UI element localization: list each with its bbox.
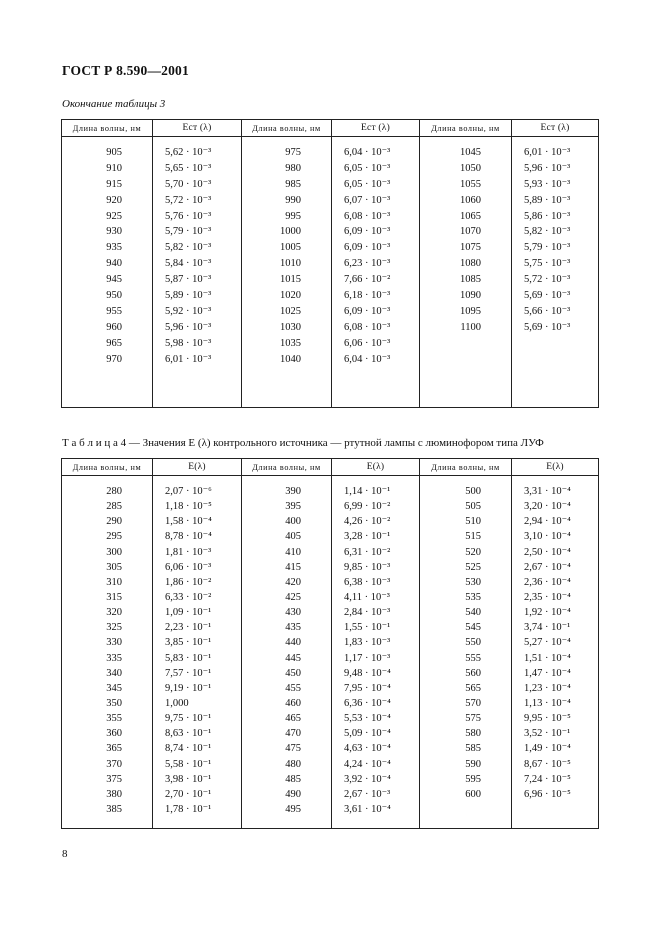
table-cell: 7,66 · 10⁻² xyxy=(344,274,391,286)
table-cell: 970 xyxy=(106,353,122,365)
table-cell: 445 xyxy=(285,652,301,664)
table-cell: 5,09 · 10⁻⁴ xyxy=(344,728,391,740)
table3-column-value-3 xyxy=(512,137,599,408)
table-cell: 545 xyxy=(465,622,481,634)
table-cell: 1,14 · 10⁻¹ xyxy=(344,486,391,497)
table-cell: 9,95 · 10⁻⁵ xyxy=(524,713,571,725)
table-cell: 2,94 · 10⁻⁴ xyxy=(524,516,571,528)
table3-caption: Окончание таблицы 3 xyxy=(62,98,166,110)
table-cell: 5,79 · 10⁻³ xyxy=(524,242,571,254)
table-cell: 8,63 · 10⁻¹ xyxy=(165,728,212,740)
table-cell: 3,61 · 10⁻⁴ xyxy=(344,803,391,815)
table-cell: 520 xyxy=(465,546,481,558)
table3-column-value-2 xyxy=(332,137,420,408)
table-cell: 5,70 · 10⁻³ xyxy=(165,178,212,190)
table-3 xyxy=(61,119,599,408)
table-cell: 5,76 · 10⁻³ xyxy=(165,210,212,222)
table-cell: 3,20 · 10⁻⁴ xyxy=(524,501,571,513)
table-cell: 440 xyxy=(285,637,301,649)
table-cell: 3,52 · 10⁻¹ xyxy=(524,728,571,740)
table-cell: 3,74 · 10⁻¹ xyxy=(524,622,571,634)
table4-header-row xyxy=(62,459,599,476)
table-cell: 430 xyxy=(285,607,301,619)
table-cell: 6,31 · 10⁻² xyxy=(344,546,391,558)
table-cell: 2,50 · 10⁻⁴ xyxy=(524,546,571,558)
table-cell: 1050 xyxy=(460,162,481,174)
table3-column-wavelength-2 xyxy=(242,137,332,408)
table-cell: 1070 xyxy=(460,226,481,238)
table-cell: 6,04 · 10⁻³ xyxy=(344,147,391,158)
table-cell: 6,08 · 10⁻³ xyxy=(344,210,391,222)
table-cell: 1,13 · 10⁻⁴ xyxy=(524,697,571,709)
table-cell: 1065 xyxy=(460,210,481,222)
table-cell: 5,96 · 10⁻³ xyxy=(165,321,212,333)
table-cell: 1,49 · 10⁻⁴ xyxy=(524,743,571,755)
table-cell: 425 xyxy=(285,591,301,603)
table-cell: 5,96 · 10⁻³ xyxy=(524,162,571,174)
table-cell: 500 xyxy=(465,486,481,497)
table-cell: 305 xyxy=(106,561,122,573)
table-cell: 495 xyxy=(285,803,301,815)
table-cell: 510 xyxy=(465,516,481,528)
table3-header-value-2: Eст (λ) xyxy=(332,120,420,137)
table-cell: 370 xyxy=(106,758,122,770)
table-cell: 2,35 · 10⁻⁴ xyxy=(524,591,571,603)
table-cell: 490 xyxy=(285,788,301,800)
table-cell: 7,95 · 10⁻⁴ xyxy=(344,682,391,694)
table-cell: 9,85 · 10⁻³ xyxy=(344,561,391,573)
table-cell: 570 xyxy=(465,697,481,709)
table-cell: 1085 xyxy=(460,274,481,286)
table-cell: 6,38 · 10⁻³ xyxy=(344,576,391,588)
table-cell: 5,72 · 10⁻³ xyxy=(524,274,571,286)
table-cell: 375 xyxy=(106,773,122,785)
table4-body-row xyxy=(62,476,599,829)
table-cell: 525 xyxy=(465,561,481,573)
table-cell: 400 xyxy=(285,516,301,528)
table-cell: 6,96 · 10⁻⁵ xyxy=(524,788,571,800)
table-cell: 1055 xyxy=(460,178,481,190)
table-cell: 980 xyxy=(285,162,301,174)
table-cell: 5,89 · 10⁻³ xyxy=(524,194,571,206)
table3-column-value-1 xyxy=(153,137,242,408)
document-header: ГОСТ Р 8.590—2001 xyxy=(62,63,189,78)
table-cell: 325 xyxy=(106,622,122,634)
table3-header-value-3: Eст (λ) xyxy=(512,120,599,137)
table-cell: 575 xyxy=(465,713,481,725)
table4-caption: Т а б л и ц а 4 — Значения E (λ) контрольного источника — ртутной лампы с люминофором типа ЛУФ xyxy=(62,437,544,449)
page-number: 8 xyxy=(62,848,68,860)
table-cell: 1100 xyxy=(460,321,481,333)
table-cell: 5,79 · 10⁻³ xyxy=(165,226,212,238)
table-cell: 530 xyxy=(465,576,481,588)
table-cell: 335 xyxy=(106,652,122,664)
table-cell: 5,93 · 10⁻³ xyxy=(524,178,571,190)
table-cell: 3,98 · 10⁻¹ xyxy=(165,773,212,785)
table-cell: 5,58 · 10⁻¹ xyxy=(165,758,212,770)
table-cell: 2,67 · 10⁻⁴ xyxy=(524,561,571,573)
table-cell: 5,53 · 10⁻⁴ xyxy=(344,713,391,725)
table-cell: 390 xyxy=(285,486,301,497)
table-cell: 1045 xyxy=(460,147,481,158)
table-cell: 1,51 · 10⁻⁴ xyxy=(524,652,571,664)
table-cell: 1,58 · 10⁻⁴ xyxy=(165,516,212,528)
table-cell: 7,57 · 10⁻¹ xyxy=(165,667,212,679)
table-cell: 405 xyxy=(285,531,301,543)
table-cell: 290 xyxy=(106,516,122,528)
table-cell: 550 xyxy=(465,637,481,649)
table-cell: 5,72 · 10⁻³ xyxy=(165,194,212,206)
table3-header-wavelength-2: Длина волны, нм xyxy=(242,120,332,137)
table-cell: 515 xyxy=(465,531,481,543)
table-cell: 960 xyxy=(106,321,122,333)
table-cell: 3,92 · 10⁻⁴ xyxy=(344,773,391,785)
table-cell: 415 xyxy=(285,561,301,573)
table-cell: 1080 xyxy=(460,258,481,270)
table-cell: 1035 xyxy=(280,337,301,349)
table-cell: 2,23 · 10⁻¹ xyxy=(165,622,212,634)
table-cell: 1,47 · 10⁻⁴ xyxy=(524,667,571,679)
table4-header-wavelength-1: Длина волны, нм xyxy=(62,459,153,476)
table-cell: 360 xyxy=(106,728,122,740)
table-cell: 1015 xyxy=(280,274,301,286)
table-cell: 540 xyxy=(465,607,481,619)
table-cell: 1,55 · 10⁻¹ xyxy=(344,622,391,634)
table-cell: 5,82 · 10⁻³ xyxy=(165,242,212,254)
table3-header-wavelength-3: Длина волны, нм xyxy=(420,120,512,137)
table-cell: 285 xyxy=(106,501,122,513)
table-cell: 1010 xyxy=(280,258,301,270)
table-cell: 5,98 · 10⁻³ xyxy=(165,337,212,349)
table-cell: 910 xyxy=(106,162,122,174)
table-cell: 1,92 · 10⁻⁴ xyxy=(524,607,571,619)
table-cell: 300 xyxy=(106,546,122,558)
table-cell: 480 xyxy=(285,758,301,770)
table-cell: 7,24 · 10⁻⁵ xyxy=(524,773,571,785)
table-cell: 5,27 · 10⁻⁴ xyxy=(524,637,571,649)
table-cell: 6,99 · 10⁻² xyxy=(344,501,391,513)
table-cell: 1,09 · 10⁻¹ xyxy=(165,607,212,619)
table-cell: 5,69 · 10⁻³ xyxy=(524,290,571,302)
table-cell: 955 xyxy=(106,305,122,317)
table-cell: 1,18 · 10⁻⁵ xyxy=(165,501,212,513)
table-4 xyxy=(61,458,599,829)
table-cell: 3,85 · 10⁻¹ xyxy=(165,637,212,649)
table-cell: 990 xyxy=(285,194,301,206)
table-cell: 5,75 · 10⁻³ xyxy=(524,258,571,270)
table-cell: 1090 xyxy=(460,290,481,302)
table-cell: 4,11 · 10⁻³ xyxy=(344,591,390,603)
table-cell: 3,10 · 10⁻⁴ xyxy=(524,531,571,543)
table-cell: 6,05 · 10⁻³ xyxy=(344,162,391,174)
table-cell: 330 xyxy=(106,637,122,649)
table-cell: 350 xyxy=(106,697,122,709)
table-cell: 950 xyxy=(106,290,122,302)
table4-header-value-1: E(λ) xyxy=(153,459,242,476)
table-cell: 315 xyxy=(106,591,122,603)
table-cell: 6,18 · 10⁻³ xyxy=(344,290,391,302)
table-cell: 555 xyxy=(465,652,481,664)
table-cell: 6,23 · 10⁻³ xyxy=(344,258,391,270)
table3-column-wavelength-1 xyxy=(62,137,153,408)
table-cell: 1020 xyxy=(280,290,301,302)
table-cell: 4,24 · 10⁻⁴ xyxy=(344,758,391,770)
table-cell: 2,07 · 10⁻⁶ xyxy=(165,486,212,497)
table-cell: 280 xyxy=(106,486,122,497)
table-cell: 1,83 · 10⁻³ xyxy=(344,637,391,649)
table-cell: 6,07 · 10⁻³ xyxy=(344,194,391,206)
table-cell: 5,69 · 10⁻³ xyxy=(524,321,571,333)
table-cell: 345 xyxy=(106,682,122,694)
table3-header-wavelength-1: Длина волны, нм xyxy=(62,120,153,137)
table-cell: 3,28 · 10⁻¹ xyxy=(344,531,391,543)
table-cell: 975 xyxy=(285,147,301,158)
table-cell: 1,23 · 10⁻⁴ xyxy=(524,682,571,694)
table-cell: 6,06 · 10⁻³ xyxy=(165,561,212,573)
table-cell: 385 xyxy=(106,803,122,815)
table-cell: 2,70 · 10⁻¹ xyxy=(165,788,212,800)
table4-column-value-1 xyxy=(153,476,242,829)
table-cell: 565 xyxy=(465,682,481,694)
table-cell: 340 xyxy=(106,667,122,679)
table-cell: 5,89 · 10⁻³ xyxy=(165,290,212,302)
table-cell: 600 xyxy=(465,788,481,800)
table-cell: 1,000 xyxy=(165,697,189,709)
table-cell: 965 xyxy=(106,337,122,349)
table-cell: 5,83 · 10⁻¹ xyxy=(165,652,212,664)
table-cell: 450 xyxy=(285,667,301,679)
table3-column-wavelength-3 xyxy=(420,137,512,408)
table-cell: 4,63 · 10⁻⁴ xyxy=(344,743,391,755)
table-cell: 485 xyxy=(285,773,301,785)
table-cell: 1025 xyxy=(280,305,301,317)
table-cell: 460 xyxy=(285,697,301,709)
table-cell: 1,17 · 10⁻³ xyxy=(344,652,391,664)
table-cell: 8,78 · 10⁻⁴ xyxy=(165,531,212,543)
table3-body-row xyxy=(62,137,599,408)
table-cell: 295 xyxy=(106,531,122,543)
table-cell: 6,09 · 10⁻³ xyxy=(344,242,391,254)
table-cell: 985 xyxy=(285,178,301,190)
table-cell: 8,67 · 10⁻⁵ xyxy=(524,758,571,770)
table-cell: 395 xyxy=(285,501,301,513)
table-cell: 590 xyxy=(465,758,481,770)
table-cell: 995 xyxy=(285,210,301,222)
table-cell: 2,67 · 10⁻³ xyxy=(344,788,391,800)
table-cell: 320 xyxy=(106,607,122,619)
table-cell: 6,36 · 10⁻⁴ xyxy=(344,697,391,709)
table4-column-wavelength-2 xyxy=(242,476,332,829)
table-cell: 1095 xyxy=(460,305,481,317)
table-cell: 3,31 · 10⁻⁴ xyxy=(524,486,571,497)
table-cell: 585 xyxy=(465,743,481,755)
table-cell: 6,33 · 10⁻² xyxy=(165,591,212,603)
table-cell: 6,08 · 10⁻³ xyxy=(344,321,391,333)
table-cell: 1000 xyxy=(280,226,301,238)
table-cell: 5,92 · 10⁻³ xyxy=(165,305,212,317)
table-cell: 1075 xyxy=(460,242,481,254)
table-cell: 8,74 · 10⁻¹ xyxy=(165,743,212,755)
table-cell: 5,62 · 10⁻³ xyxy=(165,147,212,158)
table4-column-wavelength-1 xyxy=(62,476,153,829)
table-cell: 945 xyxy=(106,274,122,286)
table-cell: 435 xyxy=(285,622,301,634)
table-cell: 925 xyxy=(106,210,122,222)
table-cell: 940 xyxy=(106,258,122,270)
table-cell: 935 xyxy=(106,242,122,254)
table-cell: 560 xyxy=(465,667,481,679)
table-cell: 595 xyxy=(465,773,481,785)
table-cell: 505 xyxy=(465,501,481,513)
table-cell: 6,01 · 10⁻³ xyxy=(524,147,571,158)
table-cell: 9,48 · 10⁻⁴ xyxy=(344,667,391,679)
table-cell: 580 xyxy=(465,728,481,740)
table4-column-value-3 xyxy=(512,476,599,829)
table3-header-row xyxy=(62,120,599,137)
table-cell: 915 xyxy=(106,178,122,190)
table-cell: 5,87 · 10⁻³ xyxy=(165,274,212,286)
table-cell: 465 xyxy=(285,713,301,725)
table3-header-value-1: Eст (λ) xyxy=(153,120,242,137)
table-cell: 6,06 · 10⁻³ xyxy=(344,337,391,349)
table4-header-value-3: E(λ) xyxy=(512,459,599,476)
table-cell: 4,26 · 10⁻² xyxy=(344,516,391,528)
table-cell: 475 xyxy=(285,743,301,755)
table-cell: 1005 xyxy=(280,242,301,254)
table4-header-value-2: E(λ) xyxy=(332,459,420,476)
table-cell: 930 xyxy=(106,226,122,238)
table-cell: 470 xyxy=(285,728,301,740)
table4-column-value-2 xyxy=(332,476,420,829)
table-cell: 6,05 · 10⁻³ xyxy=(344,178,391,190)
table-cell: 1040 xyxy=(280,353,301,365)
table-cell: 5,65 · 10⁻³ xyxy=(165,162,212,174)
table-cell: 1030 xyxy=(280,321,301,333)
table-cell: 5,82 · 10⁻³ xyxy=(524,226,571,238)
table-cell: 535 xyxy=(465,591,481,603)
table-cell: 355 xyxy=(106,713,122,725)
table-cell: 5,66 · 10⁻³ xyxy=(524,305,571,317)
table-cell: 310 xyxy=(106,576,122,588)
table4-column-wavelength-3 xyxy=(420,476,512,829)
table-cell: 1,78 · 10⁻¹ xyxy=(165,803,212,815)
table-cell: 9,75 · 10⁻¹ xyxy=(165,713,212,725)
table-cell: 365 xyxy=(106,743,122,755)
table4-header-wavelength-2: Длина волны, нм xyxy=(242,459,332,476)
table-cell: 6,09 · 10⁻³ xyxy=(344,226,391,238)
table-cell: 5,86 · 10⁻³ xyxy=(524,210,571,222)
table-cell: 1,81 · 10⁻³ xyxy=(165,546,212,558)
table-cell: 6,01 · 10⁻³ xyxy=(165,353,212,365)
table-cell: 380 xyxy=(106,788,122,800)
table-cell: 5,84 · 10⁻³ xyxy=(165,258,212,270)
table-cell: 420 xyxy=(285,576,301,588)
table-cell: 455 xyxy=(285,682,301,694)
table-cell: 2,84 · 10⁻³ xyxy=(344,607,391,619)
table-cell: 6,09 · 10⁻³ xyxy=(344,305,391,317)
table4-header-wavelength-3: Длина волны, нм xyxy=(420,459,512,476)
table-cell: 410 xyxy=(285,546,301,558)
table-cell: 6,04 · 10⁻³ xyxy=(344,353,391,365)
table-cell: 1,86 · 10⁻² xyxy=(165,576,212,588)
table-cell: 9,19 · 10⁻¹ xyxy=(165,682,212,694)
table-cell: 2,36 · 10⁻⁴ xyxy=(524,576,571,588)
table-cell: 905 xyxy=(106,147,122,158)
table-cell: 920 xyxy=(106,194,122,206)
table-cell: 1060 xyxy=(460,194,481,206)
